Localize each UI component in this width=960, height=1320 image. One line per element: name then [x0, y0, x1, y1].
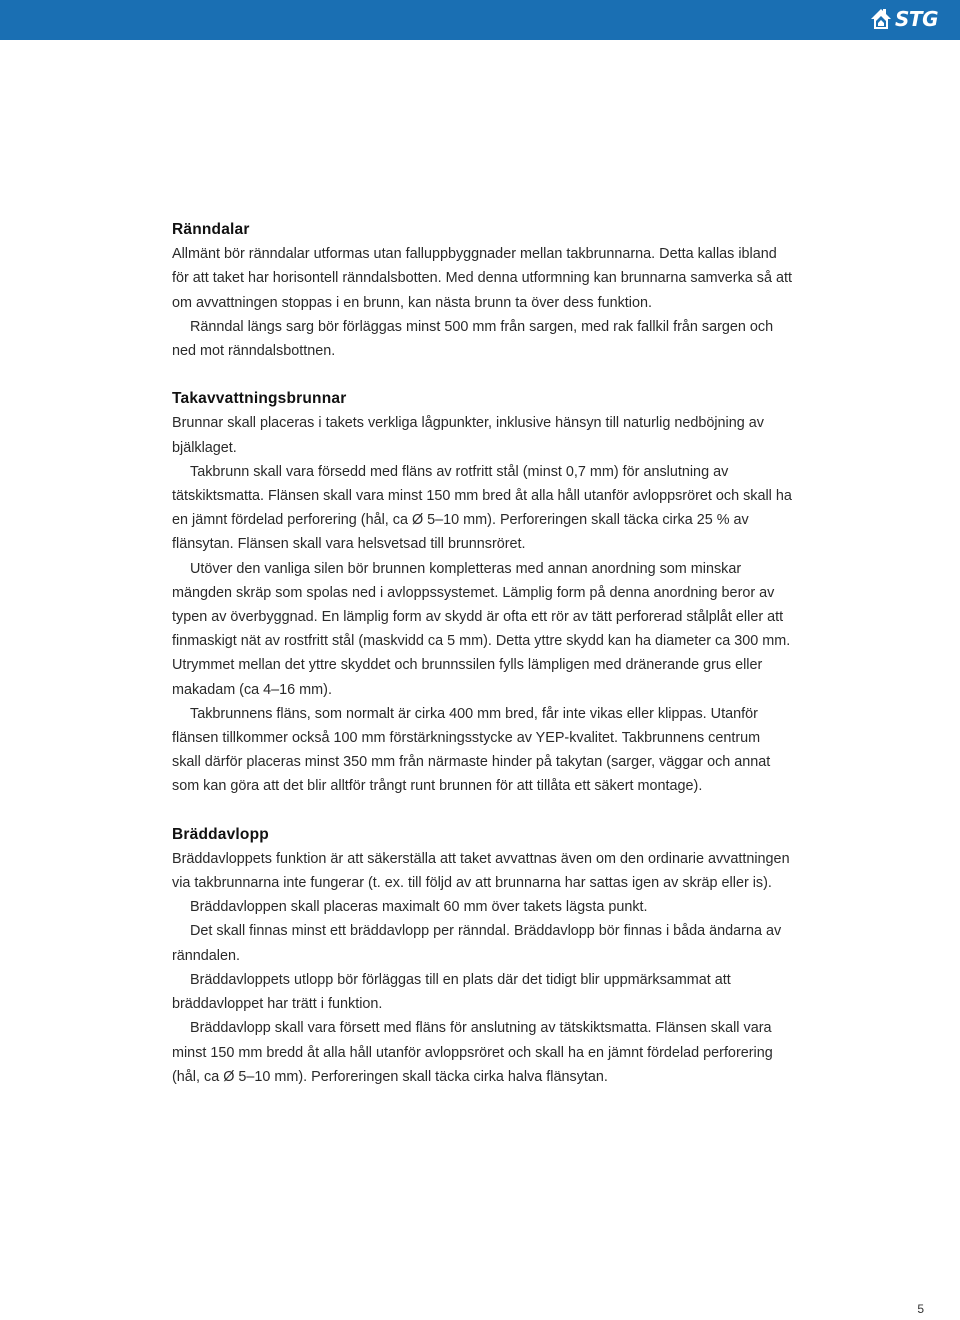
section-heading: Bräddavlopp	[172, 825, 269, 843]
section-heading: Takavvattningsbrunnar	[172, 390, 347, 408]
paragraph: Bräddavloppets funktion är att säkerställa att taket avvattnas även om den ordinarie avvattningen via takbrunnarna inte fungerar (t. ex. till följd av att brunnarna har sattas igen av skräp eller is).	[172, 850, 790, 892]
section-braddavlopp	[172, 823, 792, 1089]
paragraph: Det skall finnas minst ett bräddavlopp per ränndal. Bräddavlopp bör finnas i båda ändarna av ränndalen.	[172, 923, 782, 964]
paragraph: Utöver den vanliga silen bör brunnen kompletteras med annan anordning som minskar mängden skräp som spolas ned i avloppssystemet. Lämplig form på denna anordning beror av typen av överbyggnad. En lämplig form av skydd är ofta ett rör av tätt perforerad stålplåt eller att finmaskigt nät av rostfritt stål (maskvidd ca 5 mm). Detta yttre skydd kan ha diameter ca 300 mm. Utrymmet mellan det yttre skyddet och brunnssilen fylls lämpligen med dränerande grus eller makadam (ca 4–16 mm).	[172, 560, 791, 698]
paragraph: Takbrunnens fläns, som normalt är cirka 400 mm bred, får inte vikas eller klippas. Utanför flänsen tillkommer också 100 mm förstärkningsstycke av YEP-kvalitet. Takbrunnens centrum skall därför placeras minst 350 mm från närmaste hinder på takytan (sarger, väggar och annat som kan göra att det blir alltför trångt runt brunnen för att tillåta ett säkert montage).	[172, 705, 771, 795]
paragraph: Brunnar skall placeras i takets verkliga lågpunkter, inklusive hänsyn till naturlig nedböjning av bjälklaget.	[172, 415, 764, 456]
page-number: 5	[917, 1302, 924, 1316]
header-bar	[0, 0, 960, 40]
paragraph: Bräddavloppets utlopp bör förläggas till en plats där det tidigt blir uppmärksammat att bräddavloppet har trätt i funktion.	[172, 971, 731, 1013]
brand-name: STG	[895, 7, 938, 31]
paragraph: Ränndal längs sarg bör förläggas minst 500 mm från sargen, med rak fallkil från sargen och ned mot ränndalsbottnen.	[172, 318, 774, 360]
paragraph: Takbrunn skall vara försedd med fläns av rotfritt stål (minst 0,7 mm) för anslutning av tätskiktsmatta. Flänsen skall vara minst 150 mm bred åt alla håll utanför avloppsröret och skall ha en jämnt fördelad perforering (hål, ca Ø 5–10 mm). Perforeringen skall täcka cirka 25 % av flänsytan. Flänsen skall vara helsvetsad till brunnsröret.	[172, 463, 792, 553]
section-heading: Ränndalar	[172, 221, 250, 238]
section-ranndalar	[172, 218, 792, 363]
paragraph: Allmänt bör ränndalar utformas utan falluppbyggnader mellan takbrunnarna. Detta kallas ibland för att taket har horisontell ränndalsbotten. Med denna utformning kan brunnarna samverka så att om avvattningen stoppas i en brunn, kan nästa brunn ta över dess funktion.	[172, 246, 792, 311]
document-body	[172, 218, 792, 1113]
paragraph: Bräddavlopp skall vara försett med fläns för anslutning av tätskiktsmatta. Flänsen skall vara minst 150 mm bredd åt alla håll utanför avloppsröret och skall ha en jämnt fördelad perforering (hål, ca Ø 5–10 mm). Perforeringen skall täcka cirka halva flänsytan.	[172, 1020, 773, 1085]
house-logo-icon	[870, 7, 892, 31]
stg-logo	[870, 4, 938, 34]
paragraph: Bräddavloppen skall placeras maximalt 60 mm över takets lägsta punkt.	[190, 899, 648, 916]
section-takavvattningsbrunnar	[172, 387, 792, 798]
